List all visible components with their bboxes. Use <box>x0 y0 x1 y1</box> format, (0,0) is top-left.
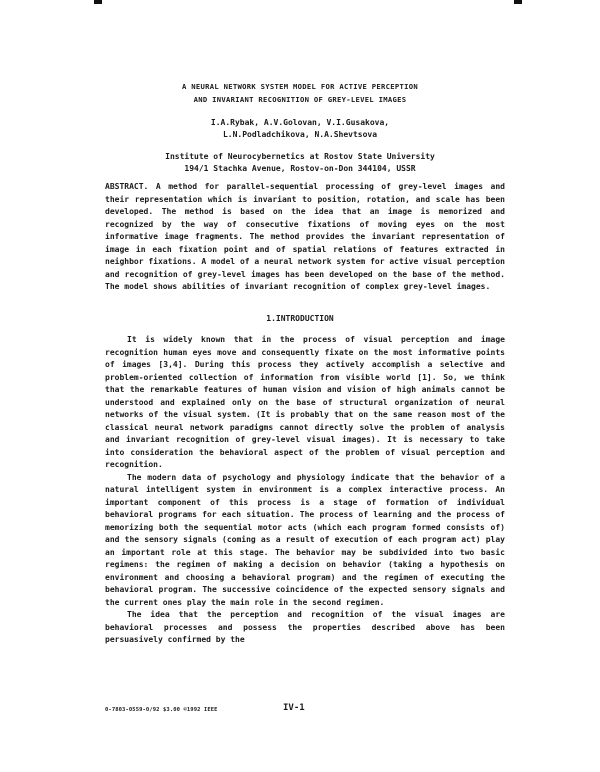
introduction-body <box>105 334 505 647</box>
intro-paragraph-2: The modern data of psychology and physiology indicate that the behavior of a natural intelligent system in environment is a complex interactive process. An important component of this process is a stage of formation of individual behavioral programs for each situation. The process of learning and the process of memorizing both the sequential motor acts (which each program formed consists of) and the sensory signals (coming as a result of execution of each program act) play an important role at this stage. The behavior may be subdivided into two basic regimens: the regimen of making a decision on behavior (taking a hypothesis on environment and choosing a behavioral program) and the regimen of executing the behavioral program. The successive coincidence of the expected sensory signals and the current ones play the main role in the second regimen. <box>105 472 505 607</box>
authors-line-2: L.N.Podladchikova, N.A.Shevtsova <box>222 130 378 139</box>
intro-paragraph-3: The idea that the perception and recognition of the visual images are behavioral processes and possess the properties described above has been persuasively confirmed by the <box>105 610 505 644</box>
page-number: IV-1 <box>283 703 305 713</box>
abstract-text: ABSTRACT. A method for parallel-sequential processing of grey-level images and their representation which is invariant to position, rotation, and scale has been developed. The method is based on the idea that an image is memorized and recognized by the way of consecutive fixations of moving eyes on the most informative image fragments. The method provides the invariant representation of image in each fixation point and of spatial relations of features extracted in neighbor fixations. A model of a neural network system for active visual perception and recognition of grey-level images has been developed on the base of the method. The model shows abilities of invariant recognition of complex grey-level images. <box>105 182 505 291</box>
scan-edge-mark-left <box>94 0 102 4</box>
footer-code: 0-7803-0559-0/92 $3.00 ©1992 IEEE <box>105 707 218 713</box>
scan-edge-mark-right <box>514 0 522 4</box>
section-heading: 1.INTRODUCTION <box>266 314 334 323</box>
authors-line-1: I.A.Rybak, A.V.Golovan, V.I.Gusakova, <box>210 118 390 127</box>
affiliation-line-1: Institute of Neurocybernetics at Rostov State University <box>165 152 435 161</box>
intro-paragraph-1: It is widely known that in the process of visual perception and image recognition human eyes move and consequently fixate on the most informative points of images [3,4]. During this process they actively accomplish a selective and problem-oriented collection of information from visible world [1]. So, we think that the remarkable features of human vision and vision of high animals cannot be understood and explained only on the base of structural organization of neural networks of the visual system. (It is probably that on the same reason most of the classical neural network paradigms cannot directly solve the problem of analysis and invariant recognition of grey-level visual images). It is necessary to take into consideration the behavioral aspect of the problem of visual perception and recognition. <box>105 335 505 469</box>
paper-title-line-1: A NEURAL NETWORK SYSTEM MODEL FOR ACTIVE PERCEPTION <box>182 82 418 91</box>
abstract <box>105 181 505 294</box>
affiliation-line-2: 194/1 Stachka Avenue, Rostov-on-Don 344104, USSR <box>184 164 416 173</box>
paper-title-line-2: AND INVARIANT RECOGNITION OF GREY-LEVEL IMAGES <box>193 95 407 104</box>
